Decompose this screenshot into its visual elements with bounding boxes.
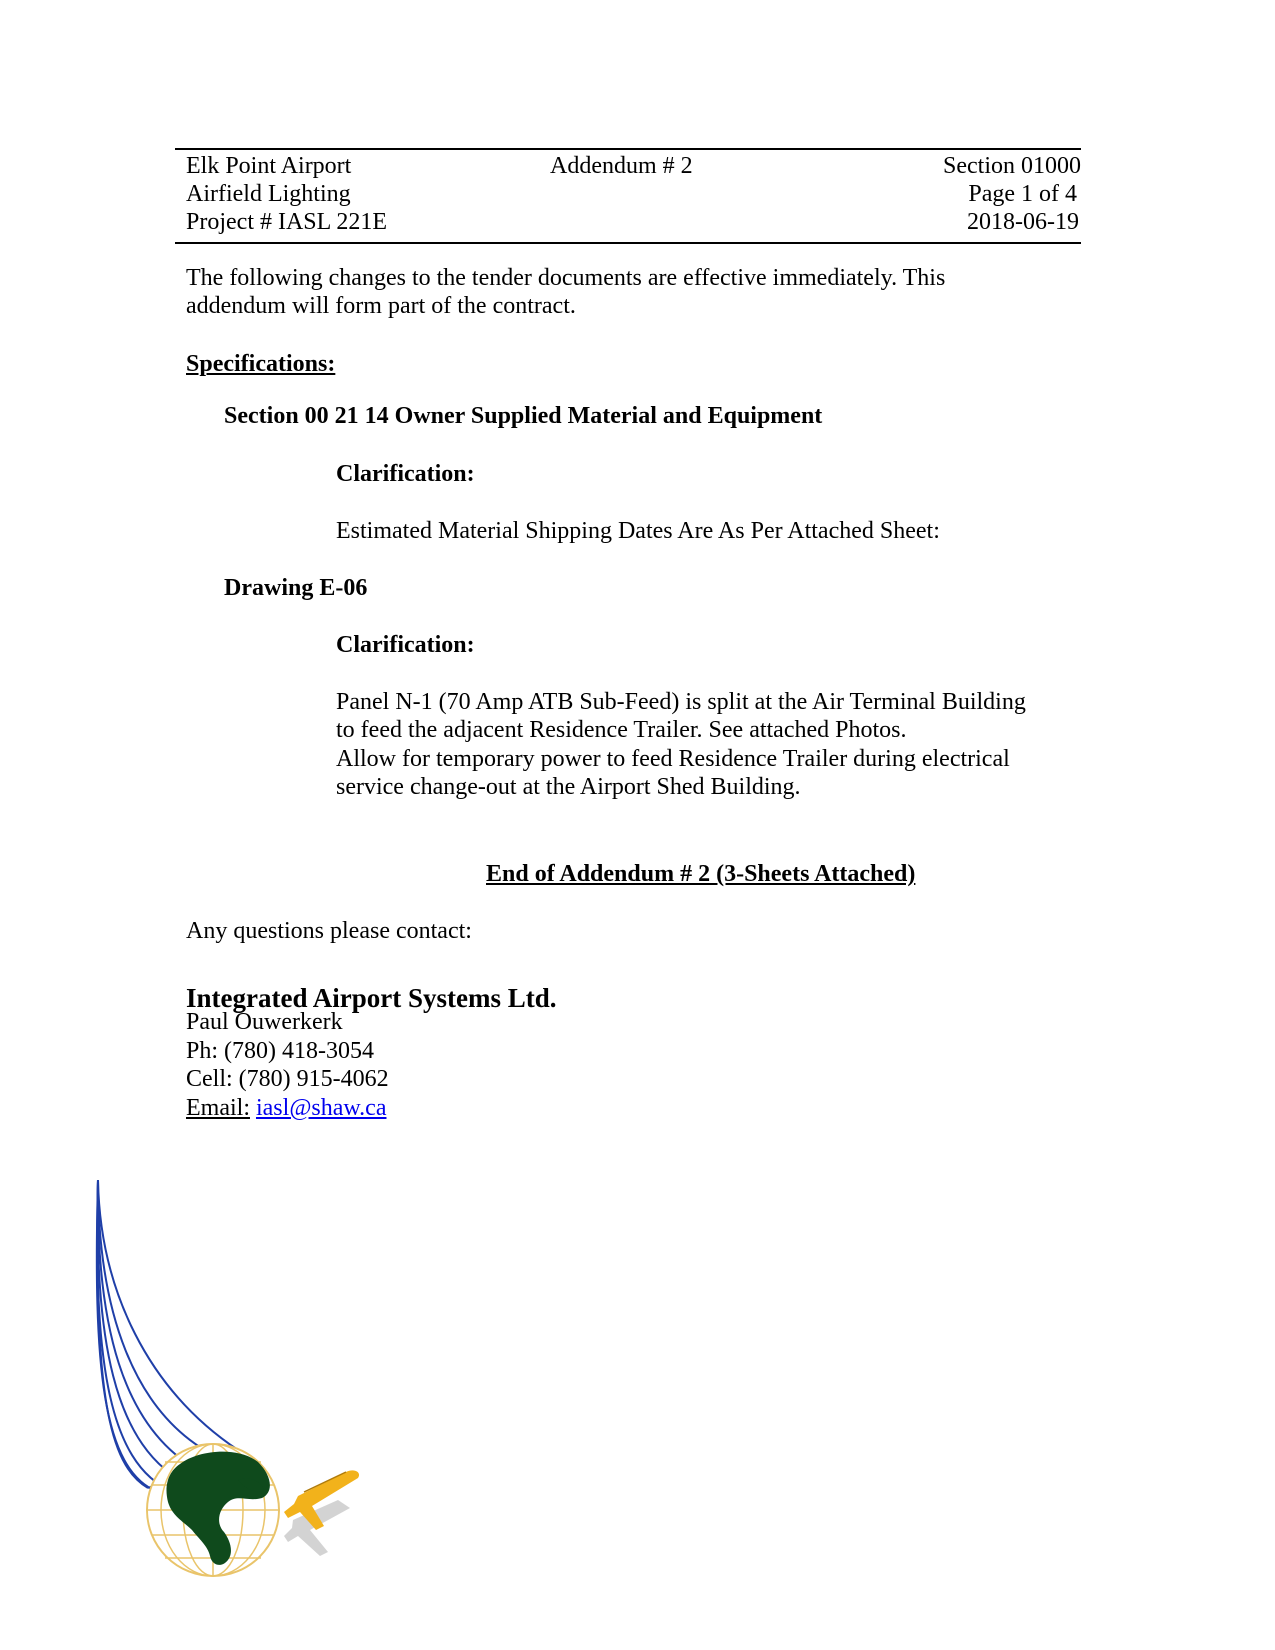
airplane-icon (284, 1470, 359, 1556)
intro-line-2: addendum will form part of the contract. (186, 293, 576, 319)
contact-email-row (186, 1094, 386, 1122)
clarification-text-1: Estimated Material Shipping Dates Are As Per Attached Sheet: (336, 518, 940, 544)
clarification-text-2-line-1: Panel N-1 (70 Amp ATB Sub-Feed) is split at the Air Terminal Building (336, 689, 1026, 715)
clarification-text-2-line-4: service change-out at the Airport Shed Building. (336, 774, 801, 800)
header-addendum: Addendum # 2 (550, 153, 693, 179)
section-heading-00-21-14: Section 00 21 14 Owner Supplied Material and Equipment (224, 403, 823, 429)
contact-phone: Ph: (780) 418-3054 (186, 1038, 374, 1064)
header-project-number: Project # IASL 221E (186, 209, 388, 235)
header-section: Section 01000 (943, 153, 1081, 179)
intro-line-1: The following changes to the tender documents are effective immediately. This (186, 265, 946, 291)
contact-email-label: Email: (186, 1095, 250, 1121)
clarification-label-2: Clarification: (336, 632, 475, 658)
clarification-text-2-line-3: Allow for temporary power to feed Residence Trailer during electrical (336, 746, 1010, 772)
clarification-label-1: Clarification: (336, 461, 475, 487)
end-of-addendum-note: End of Addendum # 2 (3-Sheets Attached) (486, 861, 916, 887)
header-date: 2018-06-19 (967, 209, 1079, 235)
contact-intro: Any questions please contact: (186, 918, 472, 944)
document-header (175, 148, 1081, 244)
company-name: Integrated Airport Systems Ltd. (186, 983, 557, 1013)
specifications-heading: Specifications: (186, 351, 336, 377)
globe-icon (147, 1444, 279, 1576)
header-page-number: Page 1 of 4 (968, 181, 1077, 207)
company-logo (88, 1180, 388, 1580)
clarification-text-2-line-2: to feed the adjacent Residence Trailer. See attached Photos. (336, 717, 907, 743)
header-project-info (186, 152, 387, 236)
header-airport: Elk Point Airport (186, 153, 352, 179)
contact-cell: Cell: (780) 915-4062 (186, 1066, 389, 1092)
contact-email-link[interactable]: iasl@shaw.ca (255, 1095, 387, 1121)
header-scope: Airfield Lighting (186, 181, 351, 207)
drawing-heading-e06: Drawing E-06 (224, 575, 368, 601)
contact-name: Paul Ouwerkerk (186, 1009, 343, 1035)
header-document-info (943, 152, 1081, 236)
